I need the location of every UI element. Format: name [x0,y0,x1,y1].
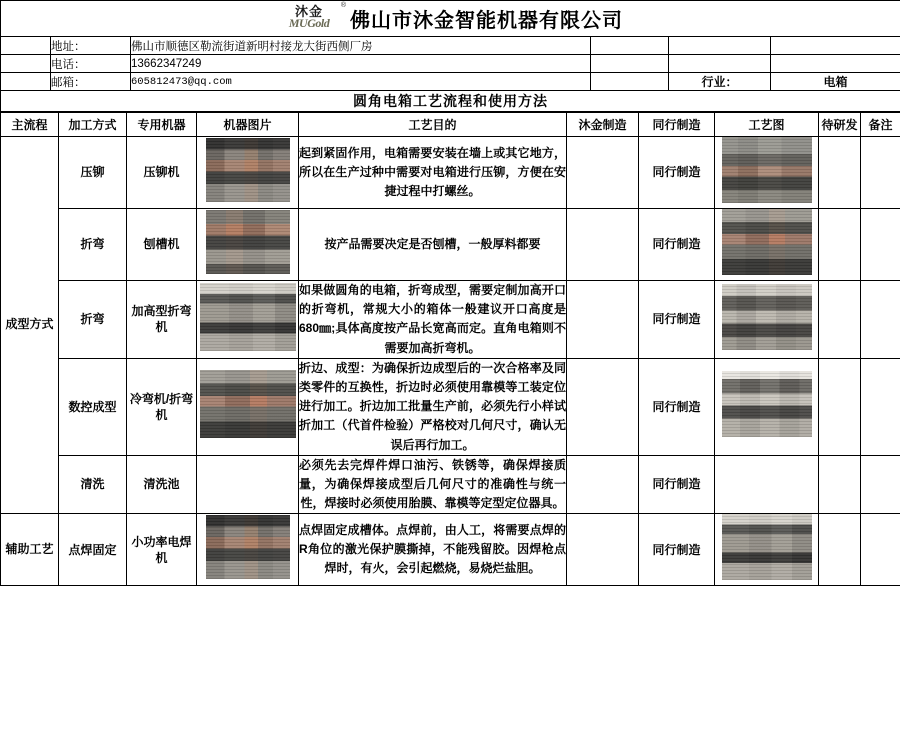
address-row [1,37,900,55]
machine-photo-high-bender [200,283,296,351]
row-method: 清洗 [59,455,127,514]
table-row [1,358,900,455]
spacer-cell-1 [1,37,51,55]
process-table [0,112,900,586]
process-photo-cell [715,209,819,281]
column-header-rnd: 待研发 [819,113,861,137]
row-rnd [819,358,861,455]
spacer-cell-9 [1,73,51,91]
machine-photo-cell [197,209,299,281]
row-purpose: 按产品需要决定是否刨槽，一般厚料都要 [299,209,567,281]
industry-label: 行业： [669,73,771,91]
address-value: 佛山市顺德区勒流街道新明村接龙大街西侧厂房 [131,37,591,55]
phone-value: 13662347249 [131,55,591,73]
doc-title-row [1,91,900,112]
machine-photo-cell [197,514,299,586]
row-machine: 压铆机 [127,137,197,209]
phone-label: 电话： [51,55,131,73]
column-header-remark: 备注 [861,113,900,137]
company-header-cell [1,1,900,37]
row-mujin [567,358,639,455]
row-method: 折弯 [59,209,127,281]
row-peer: 同行制造 [639,209,715,281]
address-label: 地址： [51,37,131,55]
row-peer: 同行制造 [639,137,715,209]
column-header-main-process: 主流程 [1,113,59,137]
spacer-cell-3 [669,37,771,55]
column-header-peer: 同行制造 [639,113,715,137]
row-machine: 冷弯机/折弯机 [127,358,197,455]
spacer-cell-5 [1,55,51,73]
row-remark [861,514,900,586]
column-header-machine-photo: 机器图片 [197,113,299,137]
spacer-cell-10 [591,73,669,91]
row-purpose: 必须先去完焊件焊口油污、铁锈等，确保焊接质量，为确保焊接成型后几何尺寸的准确性与统一性，焊接时必须使用胎膜、靠模等定型定位器具。 [299,455,567,514]
header-table [0,0,900,112]
row-remark [861,358,900,455]
group-label-forming: 成型方式 [1,137,59,514]
row-peer: 同行制造 [639,514,715,586]
row-purpose: 点焊固定成槽体。点焊前，由人工，将需要点焊的R角位的激光保护膜撕掉，不能残留胶。因焊枪点焊时，有火，会引起燃烧，易烧烂盐胆。 [299,514,567,586]
table-row [1,455,900,514]
column-header-purpose: 工艺目的 [299,113,567,137]
phone-row [1,55,900,73]
company-title-row [1,1,900,37]
row-purpose: 如果做圆角的电箱，折弯成型，需要定制加高开口的折弯机，常规大小的箱体一般建议开口高度是680㎜;具体高度按产品长宽高而定。直角电箱则不需要加高折弯机。 [299,281,567,359]
industry-value: 电箱 [771,73,900,91]
table-header-row [1,113,900,137]
table-row [1,209,900,281]
row-peer: 同行制造 [639,281,715,359]
row-method: 点焊固定 [59,514,127,586]
row-mujin [567,514,639,586]
table-row [1,514,900,586]
email-value: 605812473@qq.com [131,73,591,91]
column-header-mujin: 沐金制造 [567,113,639,137]
email-label: 邮箱： [51,73,131,91]
logo-mark-icon [278,1,347,34]
spacer-cell-4 [771,37,900,55]
row-purpose: 起到紧固作用，电箱需要安装在墙上或其它地方，所以在生产过种中需要对电箱进行压铆，方便在安捷过程中打螺丝。 [299,137,567,209]
group-label-auxiliary: 辅助工艺 [1,514,59,586]
machine-photo-cnc-forming [200,370,296,438]
email-row [1,73,900,91]
table-row [1,137,900,209]
row-peer: 同行制造 [639,358,715,455]
process-photo-spot-welder [722,514,812,580]
table-row [1,281,900,359]
process-photo-cnc-forming [722,371,812,437]
row-machine: 清洗池 [127,455,197,514]
spacer-cell-2 [591,37,669,55]
row-mujin [567,455,639,514]
row-machine: 小功率电焊机 [127,514,197,586]
column-header-process-photo: 工艺图 [715,113,819,137]
process-photo-cell [715,514,819,586]
machine-photo-grooving [206,210,290,274]
row-method: 压铆 [59,137,127,209]
machine-photo-cell [197,281,299,359]
row-rnd [819,209,861,281]
machine-photo-riveting [206,138,290,202]
row-remark [861,137,900,209]
company-logo [278,2,623,36]
process-photo-riveting [722,137,812,203]
spacer-cell-8 [771,55,900,73]
row-rnd [819,281,861,359]
spacer-cell-6 [591,55,669,73]
row-machine: 刨槽机 [127,209,197,281]
row-remark [861,455,900,514]
row-method: 折弯 [59,281,127,359]
machine-photo-spot-welder [206,515,290,579]
row-machine: 加高型折弯机 [127,281,197,359]
row-purpose: 折边、成型：为确保折边成型后的一次合格率及同类零件的互换性，折边时必须使用靠模等工装定位进行加工。折边加工批量生产前，必须先行小样试折加工（代首件检验）严格校对几何尺寸，确认无误后再行加工。 [299,358,567,455]
row-peer: 同行制造 [639,455,715,514]
row-rnd [819,514,861,586]
spacer-cell-7 [669,55,771,73]
registered-trademark-icon: ® [340,1,347,9]
column-header-machine: 专用机器 [127,113,197,137]
row-rnd [819,137,861,209]
row-remark [861,281,900,359]
row-remark [861,209,900,281]
row-mujin [567,137,639,209]
row-mujin [567,209,639,281]
process-photo-cell [715,137,819,209]
process-photo-grooving [722,209,812,275]
process-photo-cell [715,358,819,455]
document-title: 圆角电箱工艺流程和使用方法 [1,91,900,112]
row-mujin [567,281,639,359]
machine-photo-cell [197,455,299,514]
row-rnd [819,455,861,514]
company-name: 佛山市沐金智能机器有限公司 [350,10,624,32]
row-method: 数控成型 [59,358,127,455]
machine-photo-cell [197,358,299,455]
process-photo-cell [715,281,819,359]
logo-english-text: MUGold [288,15,330,30]
column-header-method: 加工方式 [59,113,127,137]
machine-photo-cell [197,137,299,209]
process-photo-high-bender [722,284,812,350]
process-photo-cell [715,455,819,514]
logo-chinese-text: 沐金 [295,3,324,19]
